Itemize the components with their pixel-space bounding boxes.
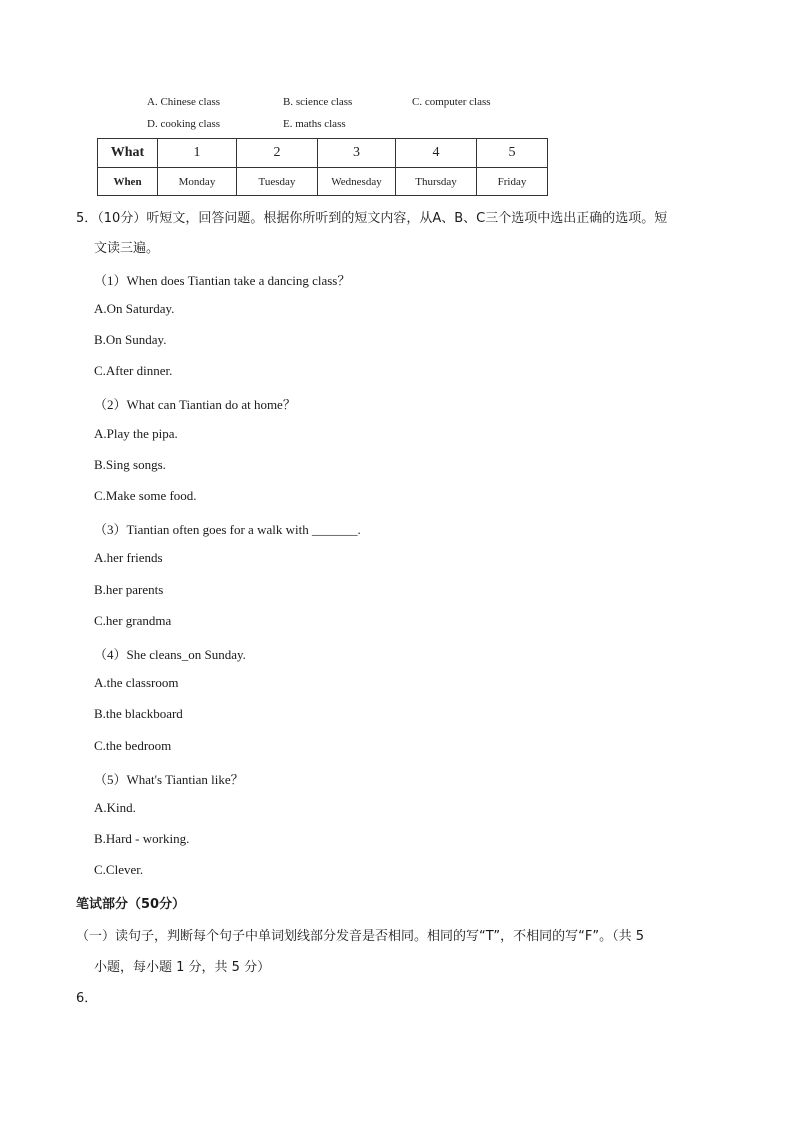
table-cell: Monday bbox=[158, 168, 237, 196]
q5-intro-line2: 文读三遍。 bbox=[94, 241, 160, 256]
q5-intro-line1: 5．（10分）听短文，回答问题。根据你所听到的短文内容，从A、B、C三个选项中选出正确的选项。短 bbox=[76, 211, 668, 226]
question-6-number: 6． bbox=[76, 991, 98, 1006]
option-d: D. cooking class bbox=[147, 118, 221, 130]
table-cell: 4 bbox=[396, 139, 477, 168]
option-c: C. computer class bbox=[412, 96, 491, 108]
q5-sub1-option-b: B.On Sunday. bbox=[94, 332, 167, 347]
table-cell: Wednesday bbox=[318, 168, 396, 196]
table-row bbox=[98, 139, 548, 168]
table-cell: 2 bbox=[237, 139, 318, 168]
q5-sub3-option-b: B.her parents bbox=[94, 582, 164, 597]
q5-sub4-option-c: C.the bedroom bbox=[94, 738, 172, 753]
q5-sub5-option-b: B.Hard - working. bbox=[94, 831, 190, 846]
table-cell: 1 bbox=[158, 139, 237, 168]
when-header: When bbox=[98, 168, 158, 196]
q5-sub1-option-c: C.After dinner. bbox=[94, 363, 173, 378]
q5-sub4-option-a: A.the classroom bbox=[94, 675, 179, 690]
section1-instruction-line1: （一）读句子，判断每个句子中单词划线部分发音是否相同。相同的写“T”，不相同的写“F”。（共 5 bbox=[76, 929, 644, 944]
table-cell: Thursday bbox=[396, 168, 477, 196]
q5-sub2-option-c: C.Make some food. bbox=[94, 488, 197, 503]
q5-sub4-question: （4）She cleans_on Sunday. bbox=[94, 647, 246, 662]
q5-sub3-option-a: A.her friends bbox=[94, 550, 163, 565]
q5-sub4-option-b: B.the blackboard bbox=[94, 706, 183, 721]
table-cell: 3 bbox=[318, 139, 396, 168]
q5-sub5-question: （5）What's Tiantian like？ bbox=[94, 772, 244, 787]
q5-sub1-question: （1）When does Tiantian take a dancing class？ bbox=[94, 273, 351, 288]
schedule-table bbox=[97, 138, 548, 196]
q5-sub2-option-b: B.Sing songs. bbox=[94, 457, 166, 472]
q5-sub2-option-a: A.Play the pipa. bbox=[94, 426, 178, 441]
table-cell: Tuesday bbox=[237, 168, 318, 196]
what-header: What bbox=[98, 139, 158, 168]
table-row bbox=[98, 168, 548, 196]
option-b: B. science class bbox=[283, 96, 353, 108]
table-cell: Friday bbox=[477, 168, 548, 196]
option-a: A. Chinese class bbox=[147, 96, 221, 108]
q5-sub5-option-c: C.Clever. bbox=[94, 862, 144, 877]
q5-sub3-question: （3）Tiantian often goes for a walk with _______. bbox=[94, 522, 361, 537]
written-section-title: 笔试部分（50分） bbox=[76, 897, 186, 912]
q5-sub5-option-a: A.Kind. bbox=[94, 800, 136, 815]
table-cell: 5 bbox=[477, 139, 548, 168]
q5-sub2-question: （2）What can Tiantian do at home？ bbox=[94, 397, 296, 412]
q5-sub3-option-c: C.her grandma bbox=[94, 613, 172, 628]
q5-sub1-option-a: A.On Saturday. bbox=[94, 301, 175, 316]
option-e: E. maths class bbox=[283, 118, 346, 130]
section1-instruction-line2: 小题，每小题 1 分，共 5 分） bbox=[94, 960, 271, 975]
